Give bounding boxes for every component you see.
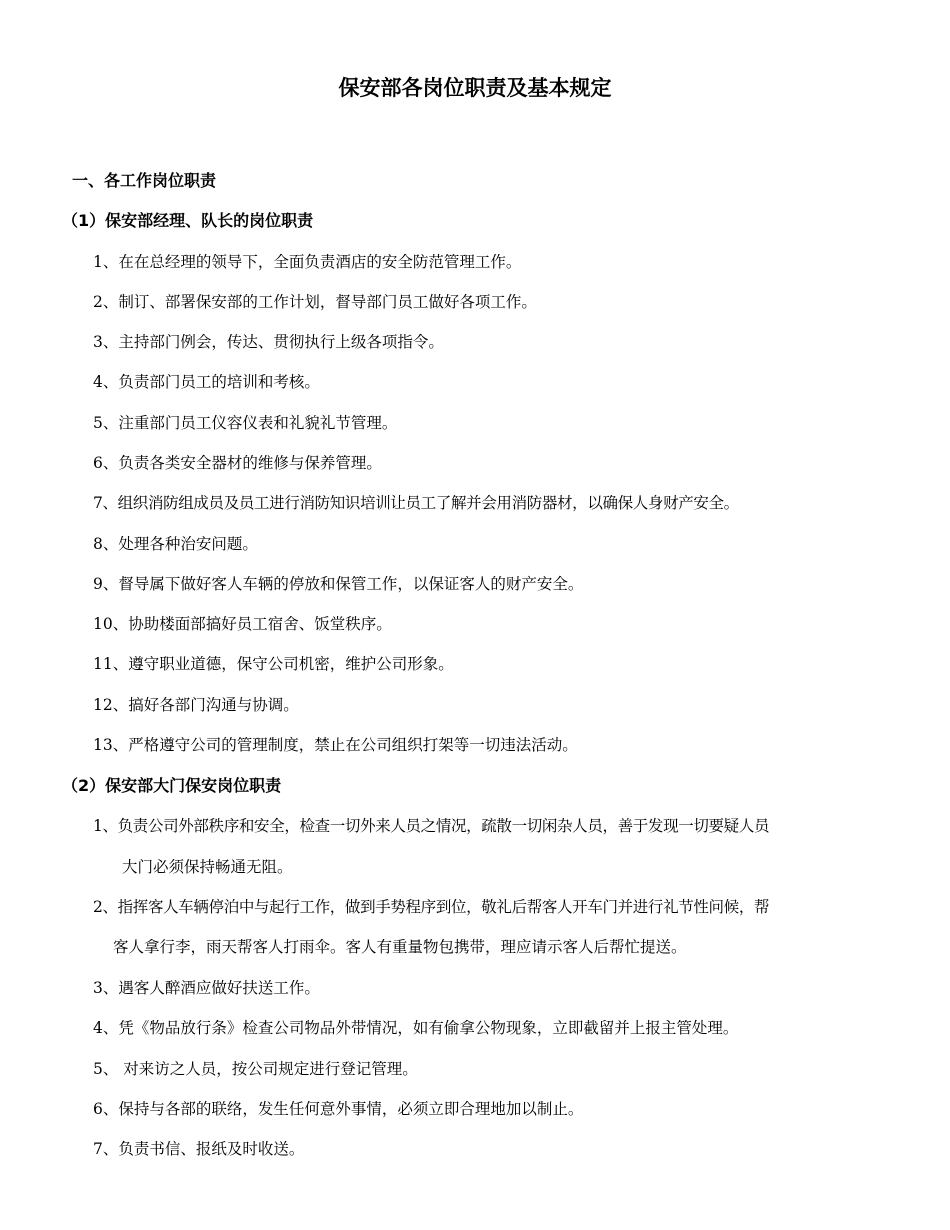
- manager-duty-item: 13、严格遵守公司的管理制度，禁止在公司组织打架等一切违法活动。: [93, 736, 578, 754]
- gate-duty-item: 2、指挥客人车辆停泊中与起行工作，做到手势程序到位，敬礼后帮客人开车门并进行礼节性问候，帮: [93, 898, 770, 916]
- manager-duty-item: 11、遵守职业道德，保守公司机密，维护公司形象。: [93, 655, 454, 673]
- manager-duty-item: 8、处理各种治安问题。: [93, 535, 258, 553]
- manager-duty-item: 2、制订、部署保安部的工作计划，督导部门员工做好各项工作。: [93, 293, 537, 311]
- gate-duty-item: 3、遇客人醉酒应做好扶送工作。: [93, 979, 320, 997]
- manager-duty-item: 12、搞好各部门沟通与协调。: [93, 696, 299, 714]
- manager-duty-item: 3、主持部门例会，传达、贯彻执行上级各项指令。: [93, 333, 444, 351]
- gate-duty-item: 6、保持与各部的联络，发生任何意外事情，必须立即合理地加以制止。: [93, 1100, 584, 1118]
- gate-duty-item-continuation: 客人拿行李，雨天帮客人打雨伞。客人有重量物包携带，理应请示客人后帮忙提送。: [113, 938, 687, 956]
- subsection-heading-manager: （1）保安部经理、队长的岗位职责: [62, 211, 314, 230]
- gate-duty-item: 1、负责公司外部秩序和安全，检查一切外来人员之情况，疏散一切闲杂人员，善于发现一切要疑人员: [93, 817, 770, 835]
- manager-duty-item: 7、组织消防组成员及员工进行消防知识培训让员工了解并会用消防器材，以确保人身财产安全。: [93, 494, 739, 512]
- section-heading-duties: 一、各工作岗位职责: [72, 171, 217, 190]
- document-title: 保安部各岗位职责及基本规定: [338, 76, 612, 100]
- manager-duty-item: 5、注重部门员工仪容仪表和礼貌礼节管理。: [93, 414, 398, 432]
- manager-duty-item: 4、负责部门员工的培训和考核。: [93, 373, 320, 391]
- gate-duty-item: 4、凭《物品放行条》检查公司物品外带情况，如有偷拿公物现象，立即截留并上报主管处理。: [93, 1019, 739, 1037]
- gate-duty-item-continuation: 大门必须保持畅通无阻。: [122, 858, 293, 876]
- subsection-heading-gate-guard: （2）保安部大门保安岗位职责: [62, 776, 282, 795]
- manager-duty-item: 1、在在总经理的领导下，全面负责酒店的安全防范管理工作。: [93, 253, 522, 271]
- manager-duty-item: 6、负责各类安全器材的维修与保养管理。: [93, 454, 382, 472]
- manager-duty-item: 9、督导属下做好客人车辆的停放和保管工作，以保证客人的财产安全。: [93, 575, 584, 593]
- gate-duty-item: 7、负责书信、报纸及时收送。: [93, 1140, 305, 1158]
- manager-duty-item: 10、协助楼面部搞好员工宿舍、饭堂秩序。: [93, 615, 392, 633]
- gate-duty-item: 5、 对来访之人员，按公司规定进行登记管理。: [93, 1060, 418, 1078]
